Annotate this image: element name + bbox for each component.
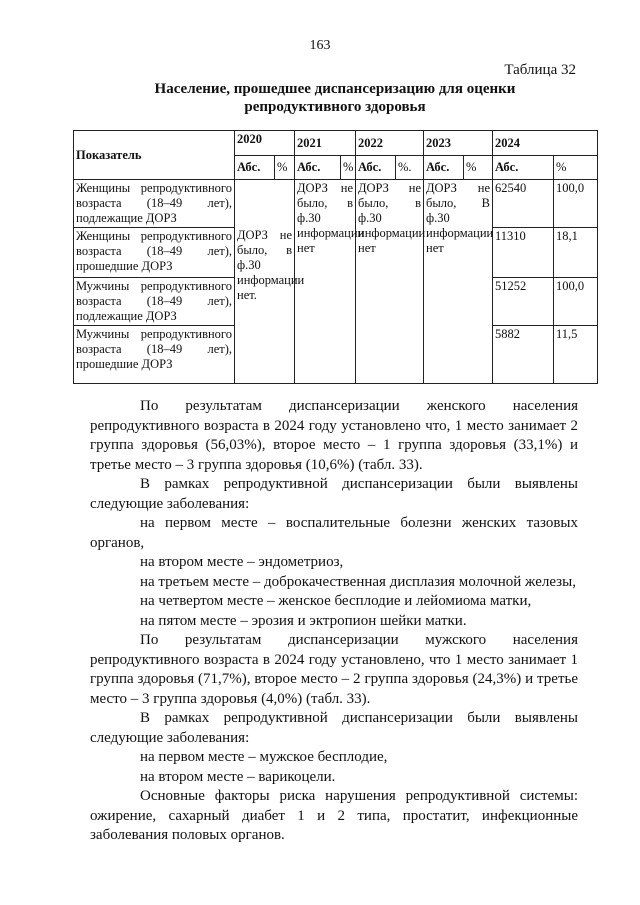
cell-pct-2024: 11,5 (554, 326, 598, 384)
pct-header: %. (396, 156, 424, 180)
year-header-2022: 2022 (356, 131, 424, 156)
abs-header: Абс. (235, 156, 275, 180)
pct-header: % (275, 156, 295, 180)
row-label: Женщины репродуктивного возраста (18–49 лет), подлежащие ДОРЗ (74, 180, 235, 228)
indicator-header: Показатель (74, 131, 235, 180)
population-table (73, 130, 598, 384)
year-header-2024: 2024 (493, 131, 598, 156)
paragraph: В рамках репродуктивной диспансеризации были выявлены следующие заболевания: (90, 710, 578, 746)
table-label: Таблица 32 (504, 62, 576, 78)
year-header-2023: 2023 (424, 131, 493, 156)
cell-pct-2024: 18,1 (554, 228, 598, 278)
abs-header: Абс. (493, 156, 554, 180)
abs-header: Абс. (295, 156, 341, 180)
abs-header: Абс. (424, 156, 464, 180)
list-item: на втором месте – варикоцели. (140, 768, 336, 785)
cell-abs-2024: 5882 (493, 326, 554, 384)
note-2023: ДОРЗ не было, В ф.30 информации нет (424, 180, 493, 384)
title-line: Население, прошедшее диспансеризацию для оценки (154, 81, 516, 97)
cell-abs-2024: 51252 (493, 278, 554, 326)
paragraph: В рамках репродуктивной диспансеризации были выявлены следующие заболевания: (90, 476, 578, 512)
row-label: Мужчины репродуктивного возраста (18–49 лет), подлежащие ДОРЗ (74, 278, 235, 326)
abs-header: Абс. (356, 156, 396, 180)
note-2022: ДОРЗ не было, в ф.30 информации нет (356, 180, 424, 384)
list-item: на первом месте – воспалительные болезни женских тазовых органов, (90, 515, 578, 551)
list-item: на четвертом месте – женское бесплодие и лейомиома матки, (140, 593, 532, 609)
year-header-2021: 2021 (295, 131, 356, 156)
list-item: на втором месте – эндометриоз, (140, 554, 344, 570)
title-line: репродуктивного здоровья (244, 99, 426, 115)
row-label: Мужчины репродуктивного возраста (18–49 лет), прошедшие ДОРЗ (74, 326, 235, 384)
paragraph: По результатам диспансеризации мужского населения репродуктивного возраста в 2024 году установлено, что 1 место занимает 1 группа здоровья (71,7%), второе место – 2 группа здоровья (24,3%) и третье место – 3 группа здоровья (4,0%) (табл. 33). (90, 632, 578, 707)
year-header-2020: 2020 (235, 131, 295, 156)
pct-header: % (554, 156, 598, 180)
table-title (120, 80, 550, 116)
note-2021: ДОРЗ не было, в ф.30 информации нет (295, 180, 356, 384)
cell-abs-2024: 11310 (493, 228, 554, 278)
note-2020: ДОРЗ не было, в ф.30 информации нет. (235, 180, 295, 384)
page-number: 163 (309, 38, 331, 53)
cell-abs-2024: 62540 (493, 180, 554, 228)
row-label: Женщины репродуктивного возраста (18–49 лет), прошедшие ДОРЗ (74, 228, 235, 278)
list-item: на первом месте – мужское бесплодие, (140, 749, 388, 765)
pct-header: % (464, 156, 493, 180)
cell-pct-2024: 100,0 (554, 278, 598, 326)
body-text (90, 397, 578, 846)
cell-pct-2024: 100,0 (554, 180, 598, 228)
list-item: на пятом месте – эрозия и эктропион шейки матки. (140, 612, 467, 629)
paragraph: По результатам диспансеризации женского населения репродуктивного возраста в 2024 году установлено что, 1 место занимает 2 группа здоровья (56,03%), второе место – 1 группа здоровья (33,1%) и третье место – 3 группа здоровья (10,6%) (табл. 33). (90, 398, 578, 473)
pct-header: % (341, 156, 356, 180)
list-item: на третьем месте – доброкачественная дисплазия молочной железы, (140, 573, 576, 590)
paragraph: Основные факторы риска нарушения репродуктивной системы: ожирение, сахарный диабет 1 и 2 типа, простатит, инфекционные заболевания половых органов. (90, 788, 578, 843)
